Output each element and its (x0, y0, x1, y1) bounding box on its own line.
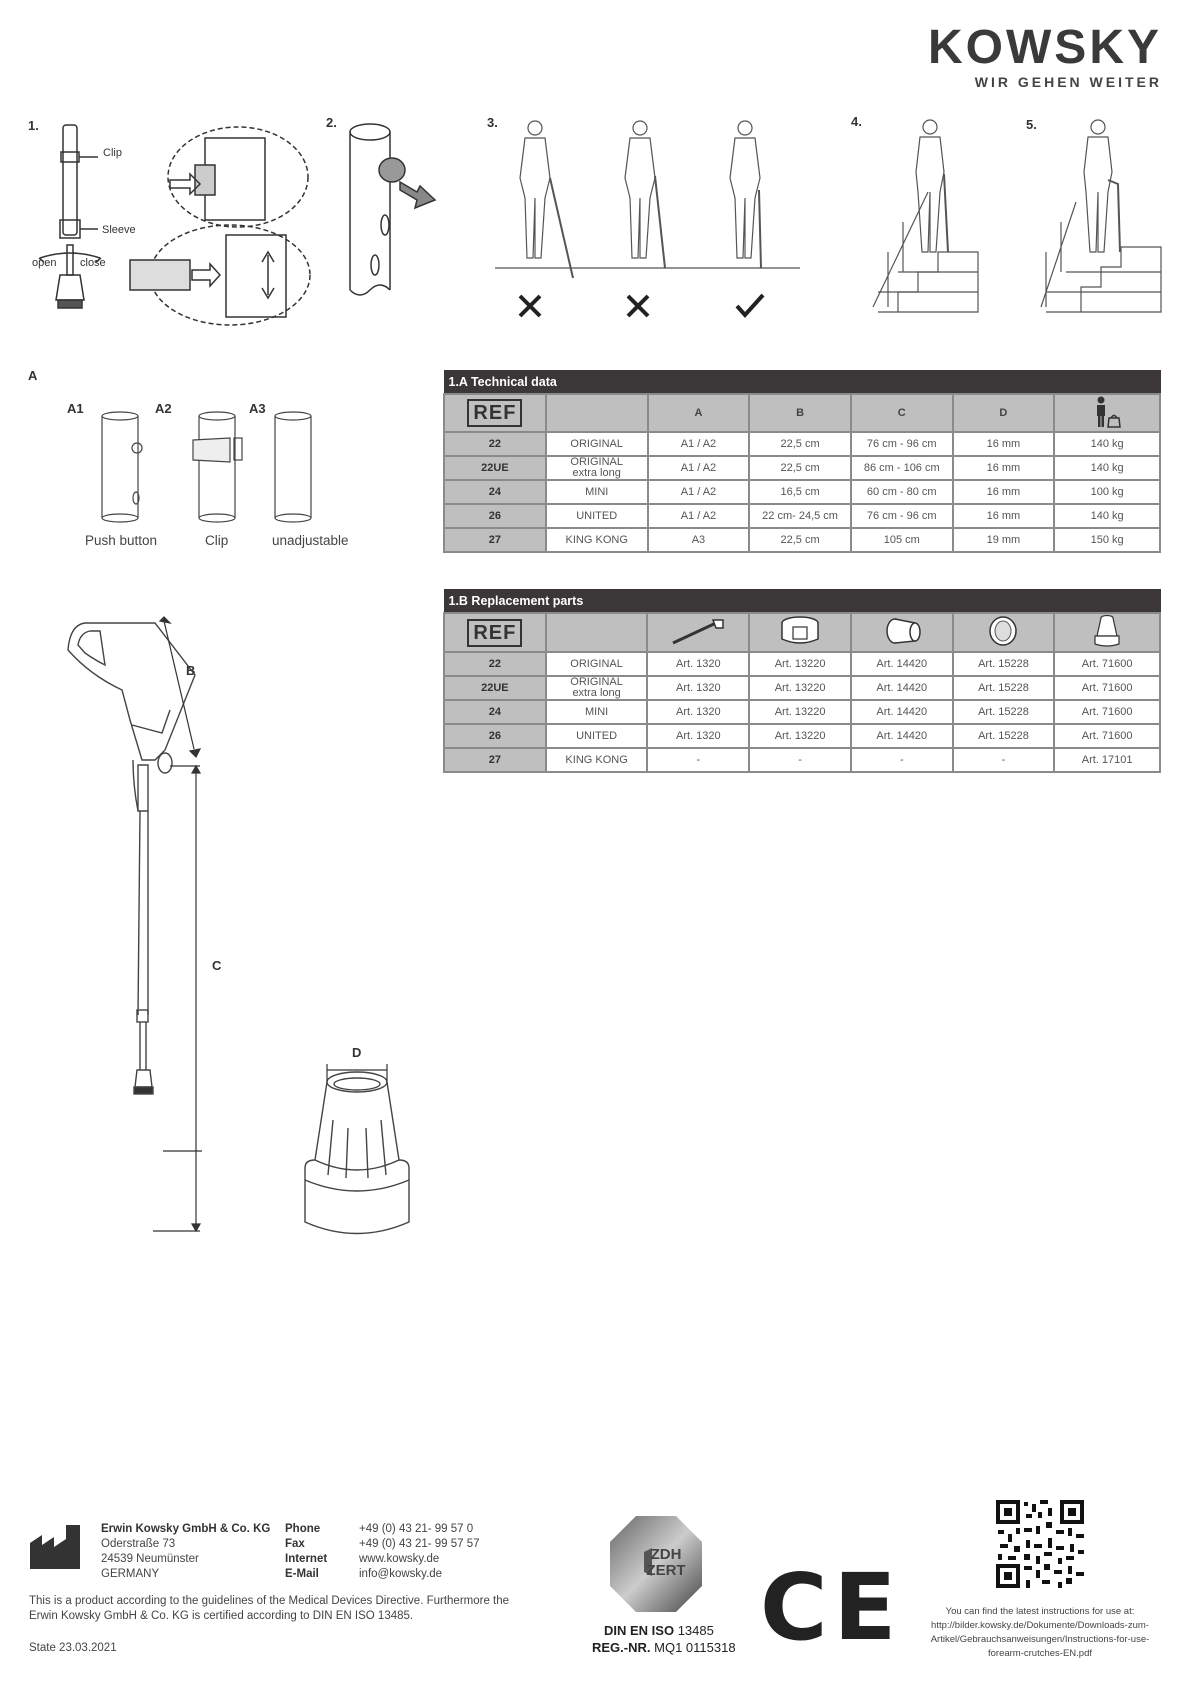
ce-mark: CE (760, 1554, 903, 1661)
d-cell: 16 mm (953, 432, 1055, 456)
c-cell: 86 cm - 106 cm (851, 456, 953, 480)
part-3-cell: Art. 14420 (851, 676, 953, 700)
internet-label: Internet (285, 1553, 328, 1565)
clip-label: Clip (103, 147, 122, 159)
table-row (444, 724, 1160, 748)
brand-logo (902, 21, 1162, 90)
b-cell: 22 cm- 24,5 cm (749, 504, 851, 528)
b-cell: 22,5 cm (749, 456, 851, 480)
step-4-stairs-up-illustration (868, 112, 998, 317)
statement-line-2: Erwin Kowsky GmbH & Co. KG is certified according to DIN EN ISO 13485. (29, 1610, 414, 1622)
a-cell: A1 / A2 (648, 456, 750, 480)
part-1-cell: Art. 1320 (647, 700, 749, 724)
ref-cell: 27 (444, 748, 546, 772)
step-2-number: 2. (326, 115, 337, 130)
technical-data-title: 1.A Technical data (444, 371, 1160, 395)
ref-cell: 22UE (444, 676, 546, 700)
push-button-caption: Push button (85, 533, 158, 548)
section-a-title: A (28, 368, 38, 383)
part-1-cell: Art. 1320 (647, 724, 749, 748)
ref-icon: REF (467, 399, 522, 427)
wrong-x-icon-2 (628, 296, 648, 316)
model-header (546, 613, 648, 652)
table-row (444, 748, 1160, 772)
part-4-cell: Art. 15228 (953, 700, 1055, 724)
step-5-stairs-down-illustration (1036, 112, 1166, 317)
table-row (444, 700, 1160, 724)
part-clip-rod-icon (647, 613, 749, 652)
unadjustable-caption: unadjustable (272, 533, 349, 548)
company-address (101, 1522, 270, 1582)
online-instructions-note (920, 1605, 1160, 1661)
part-rubber-tip-icon (1054, 613, 1160, 652)
phone-label: Phone (285, 1523, 321, 1535)
a1-label: A1 (67, 401, 84, 416)
technical-data-header-row (444, 394, 1160, 432)
dimension-d-label: D (352, 1045, 362, 1060)
part-4-cell: Art. 15228 (953, 676, 1055, 700)
step-3-height-adjustment-illustration (495, 118, 805, 328)
part-2-cell: Art. 13220 (749, 700, 851, 724)
check-icon (737, 295, 763, 315)
registration-line (592, 1640, 736, 1655)
a2-label: A2 (155, 401, 172, 416)
figure-wrong-2 (625, 121, 665, 268)
part-1-cell: - (647, 748, 749, 772)
part-5-cell: Art. 71600 (1054, 724, 1160, 748)
part-2-cell: Art. 13220 (749, 652, 851, 676)
part-4-cell: - (953, 748, 1055, 772)
model-cell: MINI (546, 480, 648, 504)
part-4-cell: Art. 15228 (953, 724, 1055, 748)
ref-cell: 26 (444, 724, 546, 748)
ref-cell: 22UE (444, 456, 546, 480)
close-label: close (80, 257, 106, 269)
part-3-cell: - (851, 748, 953, 772)
part-5-cell: Art. 17101 (1054, 748, 1160, 772)
company-country: GERMANY (101, 1568, 160, 1580)
weight-cell: 100 kg (1054, 480, 1160, 504)
d-cell: 16 mm (953, 480, 1055, 504)
zert-text: ZERT (646, 1562, 686, 1579)
weight-cell: 150 kg (1054, 528, 1160, 552)
iso-number: 13485 (677, 1623, 714, 1638)
c-cell: 105 cm (851, 528, 953, 552)
part-2-cell: Art. 13220 (749, 724, 851, 748)
ref-cell: 26 (444, 504, 546, 528)
c-cell: 76 cm - 96 cm (851, 432, 953, 456)
part-1-cell: Art. 1320 (647, 652, 749, 676)
replacement-parts-table (443, 589, 1161, 773)
ref-cell: 27 (444, 528, 546, 552)
adjustment-types-illustration (100, 410, 330, 525)
a3-label: A3 (249, 401, 266, 416)
part-reflector-icon (953, 613, 1055, 652)
manufacturer-icon (28, 1523, 88, 1571)
header-c: C (851, 394, 953, 432)
part-3-cell: Art. 14420 (851, 700, 953, 724)
iso-label: DIN EN ISO (604, 1623, 675, 1638)
email-link[interactable]: info@kowsky.de (359, 1568, 443, 1580)
weight-cell: 140 kg (1054, 456, 1160, 480)
dimension-c-label: C (212, 958, 222, 973)
brand-tagline: WIR GEHEN WEITER (974, 74, 1162, 90)
statement-line-1: This is a product according to the guidelines of the Medical Devices Directive. Furthermore the (29, 1595, 510, 1607)
clip-caption: Clip (205, 533, 229, 548)
b-cell: 22,5 cm (749, 432, 851, 456)
ref-cell: 24 (444, 700, 546, 724)
company-name: Erwin Kowsky GmbH & Co. KG (101, 1523, 271, 1535)
table-row (444, 528, 1160, 552)
figure-wrong-1 (520, 121, 573, 278)
step-1-number: 1. (28, 118, 39, 133)
rubber-tip-illustration (300, 1060, 420, 1240)
figure-correct (730, 121, 761, 268)
ref-cell: 22 (444, 432, 546, 456)
open-label: open (32, 257, 57, 269)
d-cell: 19 mm (953, 528, 1055, 552)
internet-link[interactable]: www.kowsky.de (359, 1553, 440, 1565)
step-2-push-button-illustration (345, 120, 445, 310)
fax-value: +49 (0) 43 21- 99 57 57 (359, 1538, 480, 1550)
ref-cell: 22 (444, 652, 546, 676)
certification-statement (29, 1594, 549, 1624)
replacement-parts-header-row (444, 613, 1160, 652)
sleeve-label: Sleeve (102, 224, 136, 236)
document-state-date: State 23.03.2021 (29, 1642, 117, 1654)
registration-label: REG.-NR. (592, 1640, 651, 1655)
table-row (444, 504, 1160, 528)
model-cell: UNITED (546, 504, 648, 528)
table-row (444, 432, 1160, 456)
part-2-cell: Art. 13220 (749, 676, 851, 700)
weight-cell: 140 kg (1054, 432, 1160, 456)
dimension-b-label: B (186, 663, 196, 678)
a-cell: A1 / A2 (648, 432, 750, 456)
model-cell (546, 676, 648, 700)
c-cell: 76 cm - 96 cm (851, 504, 953, 528)
qr-code-icon[interactable] (996, 1500, 1084, 1588)
step-3-number: 3. (487, 115, 498, 130)
model-line-2: extra long (572, 687, 621, 699)
d-cell: 16 mm (953, 456, 1055, 480)
part-2-cell: - (749, 748, 851, 772)
email-label: E-Mail (285, 1568, 319, 1580)
zdh-zert-seal (608, 1514, 704, 1614)
header-d: D (953, 394, 1055, 432)
d-cell: 16 mm (953, 504, 1055, 528)
model-line-1: ORIGINAL (570, 676, 623, 688)
model-cell: ORIGINAL (546, 652, 648, 676)
registration-number: MQ1 0115318 (654, 1640, 736, 1655)
a-cell: A1 / A2 (648, 480, 750, 504)
model-header (546, 394, 648, 432)
model-line-1: ORIGINAL (570, 456, 623, 468)
company-street: Oderstraße 73 (101, 1538, 176, 1550)
model-cell: KING KONG (546, 748, 648, 772)
part-sleeve-icon (749, 613, 851, 652)
contact-info (285, 1522, 525, 1582)
model-cell: ORIGINAL (546, 432, 648, 456)
b-cell: 22,5 cm (749, 528, 851, 552)
technical-data-table (443, 370, 1161, 553)
model-line-2: extra long (572, 467, 621, 479)
company-city: 24539 Neumünster (101, 1553, 199, 1565)
part-3-cell: Art. 14420 (851, 724, 953, 748)
wrong-x-icon (520, 296, 540, 316)
crutch-dimensions-illustration (60, 615, 240, 1240)
step-5-number: 5. (1026, 117, 1037, 132)
step-1-clip-illustration (30, 120, 290, 330)
header-b: B (749, 394, 851, 432)
c-cell: 60 cm - 80 cm (851, 480, 953, 504)
a-cell: A1 / A2 (648, 504, 750, 528)
brand-name: KOWSKY (928, 21, 1162, 74)
part-5-cell: Art. 71600 (1054, 652, 1160, 676)
qr-url-line-3[interactable]: forearm-crutches-EN.pdf (987, 1648, 1092, 1659)
ref-icon: REF (467, 619, 522, 647)
max-weight-icon (1054, 394, 1160, 432)
part-3-cell: Art. 14420 (851, 652, 953, 676)
qr-url-line-1[interactable]: http://bilder.kowsky.de/Dokumente/Downloads-zum- (931, 1620, 1149, 1631)
model-cell: KING KONG (546, 528, 648, 552)
part-4-cell: Art. 15228 (953, 652, 1055, 676)
ref-cell: 24 (444, 480, 546, 504)
fax-label: Fax (285, 1538, 305, 1550)
table-row (444, 676, 1160, 700)
part-grip-insert-icon (851, 613, 953, 652)
qr-note-line-1: You can find the latest instructions for use at: (945, 1606, 1135, 1617)
model-cell: UNITED (546, 724, 648, 748)
replacement-parts-title: 1.B Replacement parts (444, 590, 1160, 614)
model-cell: MINI (546, 700, 648, 724)
header-a: A (648, 394, 750, 432)
part-5-cell: Art. 71600 (1054, 676, 1160, 700)
iso-line (604, 1623, 714, 1638)
zdh-text: ZDH (650, 1546, 682, 1563)
part-1-cell: Art. 1320 (647, 676, 749, 700)
part-5-cell: Art. 71600 (1054, 700, 1160, 724)
a-cell: A3 (648, 528, 750, 552)
qr-url-line-2[interactable]: Artikel/Gebrauchsanweisungen/Instructions-for-use- (930, 1634, 1150, 1645)
b-cell: 16,5 cm (749, 480, 851, 504)
phone-value: +49 (0) 43 21- 99 57 0 (359, 1523, 474, 1535)
weight-cell: 140 kg (1054, 504, 1160, 528)
step-4-number: 4. (851, 114, 862, 129)
model-cell (546, 456, 648, 480)
table-row (444, 652, 1160, 676)
table-row (444, 456, 1160, 480)
table-row (444, 480, 1160, 504)
